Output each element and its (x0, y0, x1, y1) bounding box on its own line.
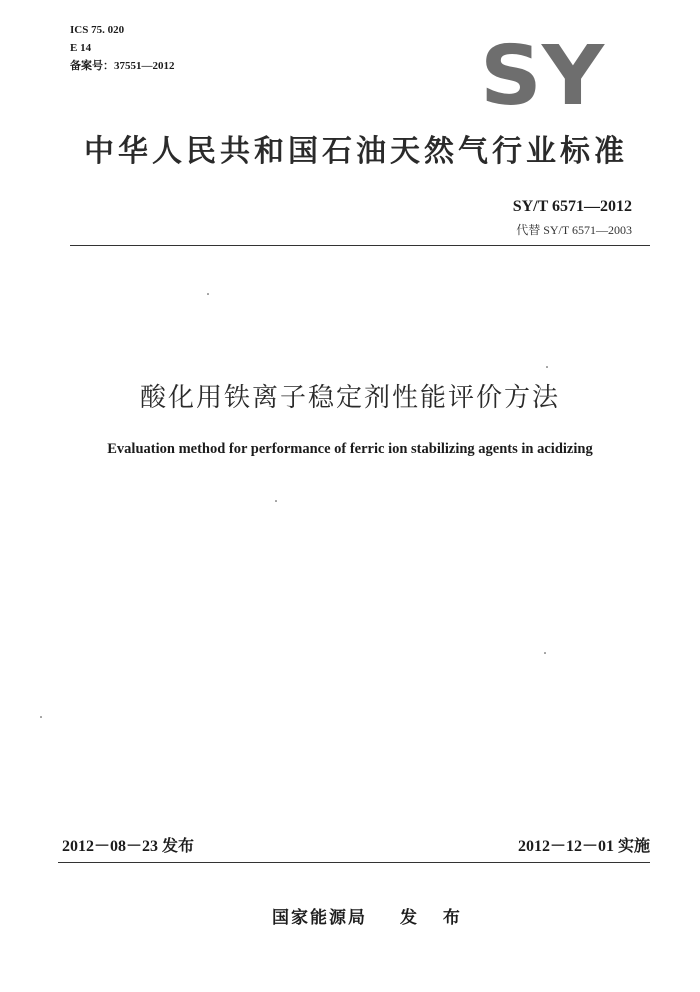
implementation-date: 2012－12－01 实施 (517, 838, 650, 855)
scan-speck (275, 500, 277, 502)
bottom-divider (58, 862, 650, 863)
document-metadata (70, 21, 175, 75)
replaced-standard: 代替 SY/T 6571—2003 (516, 223, 632, 237)
scan-speck (546, 366, 548, 368)
issue-date: 2012－08－23 发布 (62, 838, 195, 855)
title-english: Evaluation method for performance of ferric ion stabilizing agents in acidizing (107, 441, 593, 457)
sy-logo (478, 42, 606, 108)
scan-speck (207, 293, 209, 295)
ics-code: ICS 75. 020 (70, 24, 125, 36)
publisher-name: 国家能源局 (272, 908, 367, 928)
title-chinese: 酸化用铁离子稳定剂性能评价方法 (139, 383, 560, 413)
scan-speck (544, 652, 546, 654)
standard-category: 中华人民共和国石油天然气行业标准 (84, 134, 628, 169)
standard-number: SY/T 6571—2012 (512, 198, 632, 215)
top-divider (70, 245, 650, 246)
sy-logo-text: SY (480, 42, 606, 108)
publish-label: 发 布 (400, 908, 470, 928)
classification-code: E 14 (70, 42, 92, 54)
record-number: 备案号：37551—2012 (70, 60, 175, 72)
scan-speck (40, 716, 42, 718)
